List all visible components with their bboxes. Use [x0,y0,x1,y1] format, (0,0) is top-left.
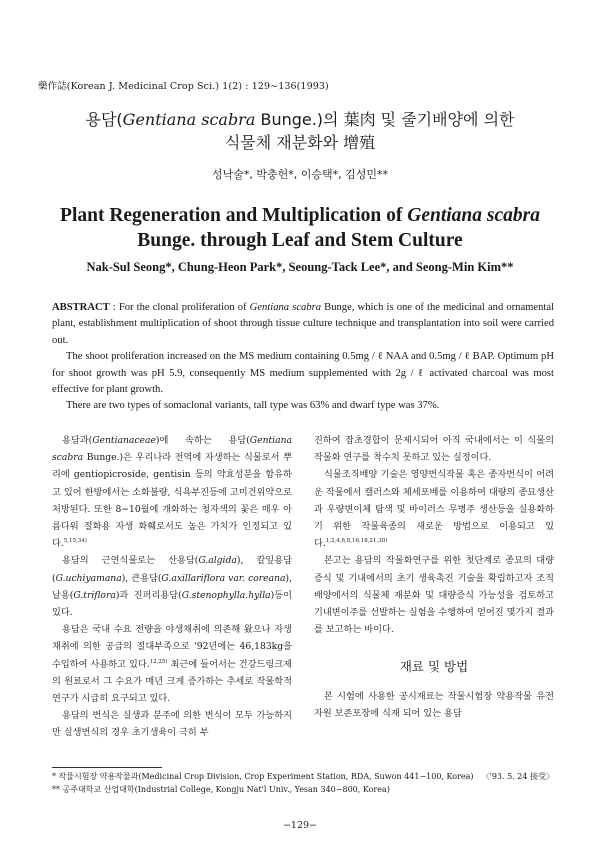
footnote-2: ** 공주대학교 산업대학(Industrial College, Kongju Nat'l Univ., Yesan 340−800, Korea) [52,784,390,794]
english-title-species: Gentiana scabra [407,205,540,226]
left-column [52,432,292,742]
received-date: 〈'93. 5. 24 接受〉 [481,772,554,781]
korean-title-line-1: 용담(Gentiana scabra Bunge.)의 葉肉 및 줄기배양에 의한 [85,110,515,129]
english-title-line-2: Bunge. through Leaf and Stem Culture [137,230,463,251]
journal-reference: 藥作誌(Korean J. Medicinal Crop Sci.) 1(2) : 129∼136(1993) [38,81,329,92]
footnote-divider [52,767,162,768]
english-title-line-1: Plant Regeneration and Multiplication of Gentiana scabra [60,205,540,226]
english-title [0,203,600,253]
right-column [314,432,554,722]
intro-paragraph-5: 식물조직배양 기술은 영양번식작물 혹은 종자번식이 어려운 작물에서 캘러스와 체세포배를 이용하여 대량의 종묘생산과 우량변이체 탐색 및 바이러스 무병주 생산등을 실용화하기 위한 작물육종의 새로운 방법으로 이용되고 있다.$^{1,2,4,6,8,16,18,21,30)}$ [314,469,554,550]
citation-ref: 1,2,4,6,8,16,18,21,30) [325,538,388,545]
citation-ref: 12,25) [149,658,168,665]
korean-title-line-2: 식물체 재분화와 增殖 [224,133,376,152]
methods-paragraph-1: 본 시험에 사용한 공시재료는 작물시험장 약용작물 유전자원 보존포장에 식재 되어 있는 용담 [314,690,554,719]
korean-authors: 성낙술*, 박충헌*, 이승택*, 김성민** [212,168,388,181]
citation-ref: 5,15,34) [63,538,87,545]
footnotes [52,771,554,796]
page-number: −129− [282,820,318,831]
abstract [52,300,554,415]
intro-paragraph-1: 용담과(Gentianaceae)에 속하는 용담(Gentiana scabra Bunge.)은 우리나라 전역에 자생하는 식물로서 뿌리에 gentiopicroside, gentisin 등의 약효성분을 함유하고 있어 한방에서는 소화불량, 식욕부진등에 고미건위약으로 처방된다. 또한 8∼10월에 개화하는 청자색의 꽃은 매우 아름다워 절화용 자생 화훼로서도 높은 가치가 인정되고 있다.$^{5,15,34)}$ [52,435,292,550]
footnote-1: * 작물시험장 약용작물과(Medicinal Crop Division, Crop Experiment Station, RDA, Suwon 441−100, Korea) 〈'93. 5. 24 接受〉 [52,771,554,784]
korean-title [0,108,600,154]
intro-paragraph-2: 용담의 근연식물로는 산용담(G.algida), 칼잎용담(G.uchiyamana), 큰용담(G.axillariflora var. coreana), 날용(G.triflora)과 진퍼리용담(G.stenophylla.hylla)등이 있다. [52,555,292,619]
section-heading-materials-methods: 재료 및 방법 [399,659,469,675]
intro-paragraph-3: 용담은 국내 수요 전량을 야생채취에 의존해 왔으나 자생채취에 의한 공급의 절대부족으로 '92년에는 46,183kg을 수입하여 사용하고 있다.$^{12,25)}$ 최근에 들어서는 건강드링크제의 원료로서 그 수요가 매년 크게 증가하는 추세로 작물학적 연구가 시급히 요구되고 있다. [52,624,292,705]
abstract-paragraph-2: The shoot proliferation increased on the MS medium containing 0.5mg / ℓ NAA and 0.5mg / ℓ BAP. Optimum pH for shoot growth was pH 5.9, consequently MS medium supplemented with 2g / ℓ activated charcoal was most effective for plant growth. [52,351,554,396]
intro-paragraph-4: 용담의 번식은 실생과 분주에 의한 번식이 모두 가능하지만 실생번식의 경우 초기생육이 극히 부 [52,710,292,739]
intro-paragraph-4-continued: 진하여 잡초경합이 문제시되어 아직 국내에서는 이 식물의 작물화 연구를 착수치 못하고 있는 실정이다. [314,435,554,464]
abstract-paragraph-3: There are two types of somaclonal variants, tall type was 63% and dwarf type was 37%. [66,400,440,412]
abstract-paragraph-1: ABSTRACT : For the clonal proliferation of Gentiana scabra Bunge, which is one of the medicinal and ornamental plant, establishment multiplication of shoot through tissue culture technique and transplantation into soil were carried out. [52,302,554,346]
intro-paragraph-6: 본고는 용담의 작물화연구를 위한 첫단계로 종묘의 대량증식 및 기내에서의 초기 생육촉진 기술을 확립하고자 조직배양에서의 식물체 재분화 및 대량증식 가능성을 검토하고 기내변이주를 선발하는 실험을 수행하여 얻어진 몇가지 결과를 보고하는 바이다. [314,555,554,636]
korean-title-species: Gentiana scabra [122,110,256,129]
english-authors: Nak-Sul Seong*, Chung-Heon Park*, Seoung-Tack Lee*, and Seong-Min Kim** [86,260,514,274]
abstract-label: ABSTRACT [52,302,110,313]
